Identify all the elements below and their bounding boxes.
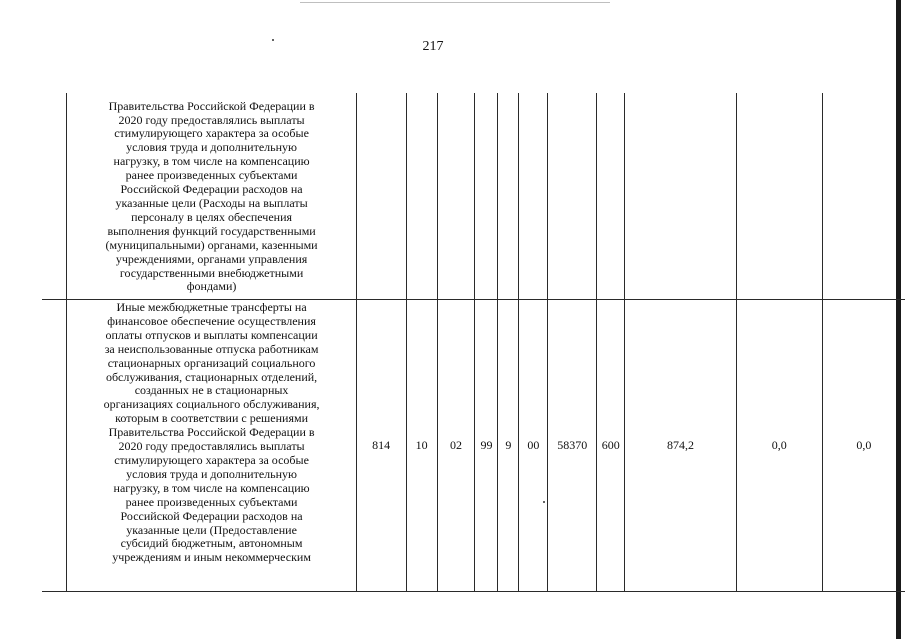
scan-top-rule (300, 2, 610, 3)
program-cell: 99 (475, 300, 498, 592)
description-cell: Иные межбюджетные трансферты на финансовое обеспечение осуществления оплаты отпусков и выплаты компенсации за неиспользованные отпуска работникам стационарных организаций социального обслуживания, стационарных отделений, созданных не в стационарных организациях социального обслуживания, которым в соответствии с решениями Правительства Российской Федерации в 2020 году предоставлялись выплаты стимулирующего характера за особые условия труда и дополнительную нагрузку, в том числе на компенсацию ранее произведенных субъектами Российской Федерации расходов на указанные цели (Предоставление субсидий бюджетным, автономным учреждениям и иным некоммерческим (67, 300, 356, 592)
expense-direction-cell: 58370 (548, 300, 597, 592)
sum-2022-cell (736, 93, 822, 300)
section-cell: 10 (406, 300, 437, 592)
sum-2022-cell: 0,0 (736, 300, 822, 592)
subsection-cell (437, 93, 475, 300)
page-number: 217 (422, 39, 444, 54)
expense-type-cell: 600 (597, 300, 625, 592)
row-index-cell (42, 93, 67, 300)
expense-direction-cell (548, 93, 597, 300)
table-row (42, 93, 905, 300)
subsection-cell: 02 (437, 300, 475, 592)
sum-2023-cell (822, 93, 905, 300)
expense-type-cell (597, 93, 625, 300)
row-index-cell (42, 300, 67, 592)
ministry-code-cell: 814 (356, 300, 406, 592)
subprogram-cell (498, 93, 519, 300)
program-cell (475, 93, 498, 300)
section-cell (406, 93, 437, 300)
main-event-cell: 00 (519, 300, 548, 592)
sum-2021-cell: 874,2 (625, 300, 737, 592)
sum-2023-cell: 0,0 (822, 300, 905, 592)
table-row (42, 300, 905, 592)
description-cell: Правительства Российской Федерации в 2020 году предоставлялись выплаты стимулирующего характера за особые условия труда и дополнительную нагрузку, в том числе на компенсацию ранее произведенных субъектами Российской Федерации расходов на указанные цели (Расходы на выплаты персоналу в целях обеспечения выполнения функций государственными (муниципальными) органами, казенными учреждениями, органами управления государственными внебюджетными фондами) (67, 93, 356, 300)
sum-2021-cell (625, 93, 737, 300)
main-event-cell (519, 93, 548, 300)
ministry-code-cell (356, 93, 406, 300)
subprogram-cell: 9 (498, 300, 519, 592)
budget-table (42, 93, 905, 592)
scan-speck (272, 39, 274, 41)
